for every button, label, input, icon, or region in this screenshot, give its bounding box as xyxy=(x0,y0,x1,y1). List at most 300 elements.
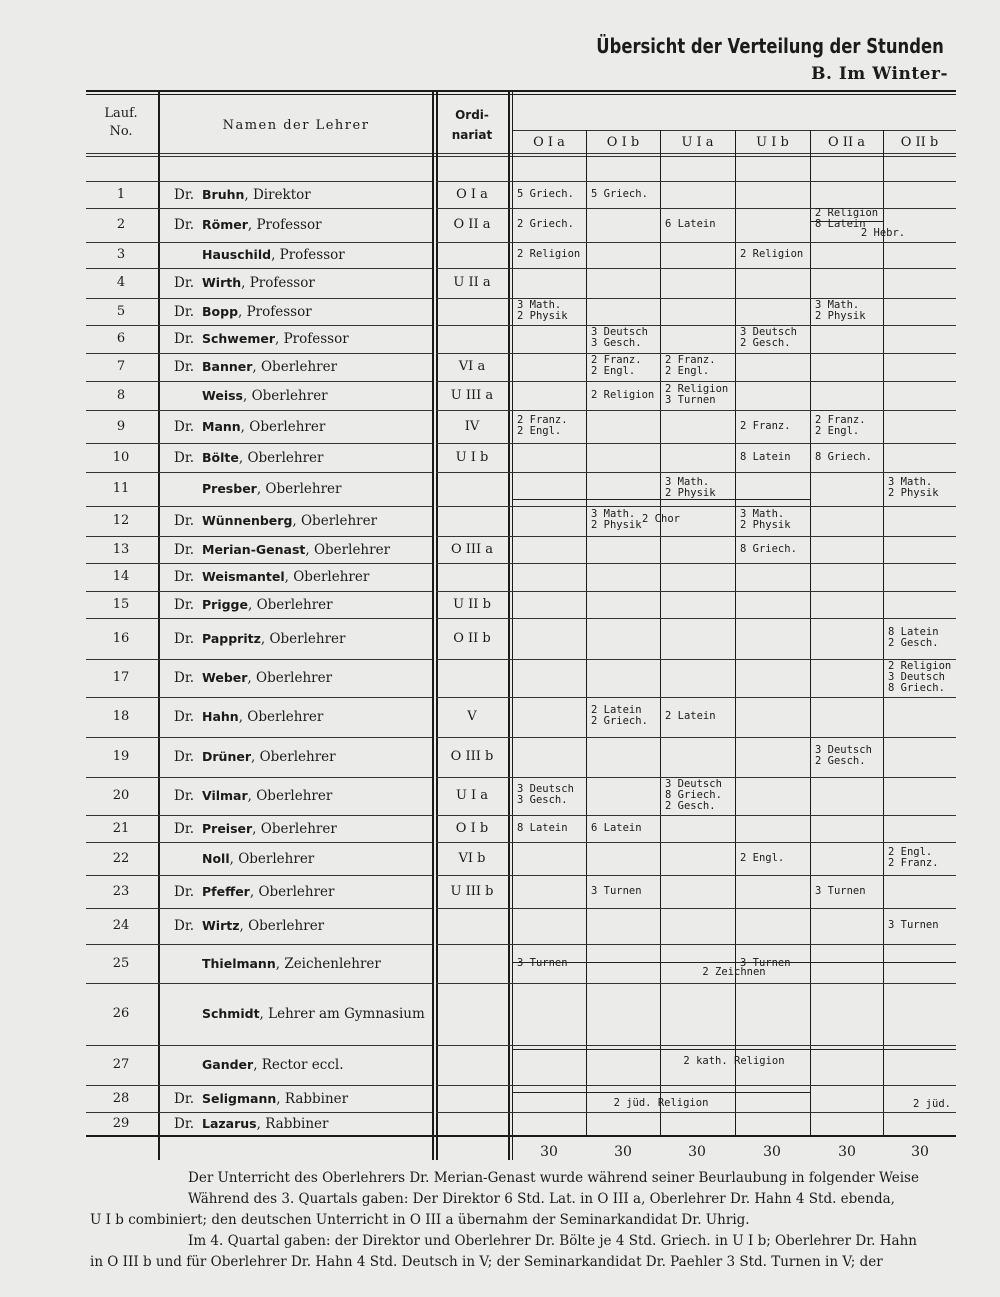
row-rule-13 xyxy=(86,536,432,537)
teacher-title: Dr. xyxy=(174,542,195,558)
teacher-role: , Oberlehrer xyxy=(238,709,324,725)
row-rule-1 xyxy=(86,181,432,182)
row-number: 5 xyxy=(116,304,126,319)
subject-cell: 3 Deutsch 3 Gesch. xyxy=(517,783,574,806)
row-number: 3 xyxy=(116,247,126,262)
subject-cell: 5 Griech. xyxy=(517,188,574,200)
subject-cell: 8 Griech. xyxy=(815,451,872,463)
teacher-title: Dr. xyxy=(174,709,195,725)
header-bottom-rule-2 xyxy=(86,156,956,157)
subject-cell: 8 Latein xyxy=(740,451,791,463)
ordinariat: V xyxy=(467,709,477,724)
subject-cell: 3 Deutsch 8 Griech. 2 Gesch. xyxy=(665,778,722,812)
teacher-role: , Oberlehrer xyxy=(250,749,336,765)
row-rule-17 xyxy=(86,659,432,660)
teacher-role: , Oberlehrer xyxy=(252,821,337,837)
row-number: 11 xyxy=(112,481,130,496)
header-class-5: O II b xyxy=(900,135,939,150)
teacher-title: Dr. xyxy=(174,884,195,900)
row-rule-23 xyxy=(86,875,432,876)
teacher-title: Dr. xyxy=(174,513,195,529)
row-rule-15 xyxy=(86,591,432,592)
teacher-name xyxy=(174,1057,344,1073)
subject-cell: 2 Religion xyxy=(517,248,581,260)
subject-cell: 2 Griech. xyxy=(517,218,574,230)
subject-cell: 2 Latein xyxy=(665,710,716,722)
row-rule-ord-16 xyxy=(436,618,956,619)
teacher-surname: Preiser xyxy=(202,821,253,836)
teacher-name xyxy=(174,884,335,900)
subject-cell: 2 Latein 2 Griech. xyxy=(591,704,648,727)
subject-cell: 2 Engl. xyxy=(740,852,785,864)
subject-cell: 3 Math. 2 Physik xyxy=(888,476,939,499)
row-rule-2 xyxy=(86,208,432,209)
column-total: 30 xyxy=(911,1144,929,1160)
teacher-role: , Oberlehrer xyxy=(247,670,333,686)
teacher-name xyxy=(174,918,324,934)
teacher-role: , Oberlehrer xyxy=(256,481,342,497)
top-rule-thin xyxy=(86,94,956,95)
teacher-role: , Oberlehrer xyxy=(238,450,324,466)
footnote-line-2: Während des 3. Quartals gaben: Der Direktor 6 Std. Lat. in O III a, Oberlehrer Dr. Hahn 4 Std. ebenda, xyxy=(188,1191,895,1207)
teacher-title: Dr. xyxy=(174,788,195,804)
teacher-role: , Oberlehrer xyxy=(252,359,338,375)
subject-cell: 3 Turnen xyxy=(591,885,642,897)
col-sep-lauf xyxy=(158,92,160,1160)
row-rule-14 xyxy=(86,563,432,564)
teacher-surname: Pfeffer xyxy=(202,884,250,899)
row-rule-ord-10 xyxy=(436,443,956,444)
span-wuennenberg-chor: 2 Chor xyxy=(642,513,680,525)
row-number: 18 xyxy=(112,709,130,724)
teacher-title: Dr. xyxy=(174,918,195,934)
ordinariat: U I a xyxy=(455,788,489,803)
ordinariat: O I b xyxy=(455,821,489,836)
col-sep-ord-b xyxy=(512,92,513,1160)
teacher-surname: Weiss xyxy=(202,388,243,403)
teacher-surname: Bopp xyxy=(202,304,239,319)
row-number: 21 xyxy=(112,821,130,836)
teacher-role: , Oberlehrer xyxy=(292,513,378,529)
top-rule-thick xyxy=(86,90,956,92)
row-rule-ord-6 xyxy=(436,325,956,326)
teacher-name xyxy=(174,1116,328,1132)
footnote-line-1: Der Unterricht des Oberlehrers Dr. Merian-Genast wurde während seiner Beurlaubung in folgender Weise xyxy=(188,1170,919,1186)
row-rule-ord-23 xyxy=(436,875,956,876)
row-rule-ord-24 xyxy=(436,908,956,909)
teacher-surname: Wirtz xyxy=(202,918,240,933)
teacher-title: Dr. xyxy=(174,419,195,435)
subject-cell: 3 Deutsch 2 Gesch. xyxy=(740,326,797,349)
teacher-title: Dr. xyxy=(174,749,195,765)
ordinariat: U III b xyxy=(450,884,494,899)
row-rule-24 xyxy=(86,908,432,909)
teacher-name xyxy=(174,481,341,497)
teacher-role: , Oberlehrer xyxy=(239,918,325,934)
row-rule-ord-15 xyxy=(436,591,956,592)
row-number: 19 xyxy=(112,749,130,764)
subject-cell: 3 Math. 2 Physik xyxy=(740,508,791,531)
teacher-role: , Professor xyxy=(238,304,312,320)
row-rule-11 xyxy=(86,472,432,473)
teacher-role: , Rabbiner xyxy=(276,1091,349,1107)
subject-cell: 3 Math. 2 Physik xyxy=(517,299,568,322)
column-total: 30 xyxy=(614,1144,632,1160)
subject-cell: 3 Math. 2 Physik xyxy=(591,508,642,531)
span-hauschild-hebr: 2 Hebr. xyxy=(860,227,906,239)
teacher-title: Dr. xyxy=(174,304,195,320)
teacher-name xyxy=(174,631,346,647)
subject-cell: 8 Latein 2 Gesch. xyxy=(888,626,939,649)
header-lauf: Lauf. xyxy=(104,106,138,121)
teacher-surname: Drüner xyxy=(202,749,251,764)
ordinariat: VI a xyxy=(458,359,486,374)
teacher-role: , Oberlehrer xyxy=(240,419,326,435)
teacher-surname: Wünnenberg xyxy=(202,513,293,528)
teacher-name xyxy=(174,450,324,466)
row-rule-8 xyxy=(86,381,432,382)
page-title: Übersicht der Verteilung der Stunden xyxy=(596,34,944,58)
teacher-surname: Bruhn xyxy=(202,187,245,202)
span-hauschild-religion-brace xyxy=(810,221,883,226)
row-rule-10 xyxy=(86,443,432,444)
span-gander-religion-brace xyxy=(512,1049,956,1054)
subject-cell: 2 Franz. 2 Engl. xyxy=(591,354,642,377)
row-rule-27 xyxy=(86,1045,432,1046)
teacher-surname: Bölte xyxy=(202,450,239,465)
subject-cell: 2 Franz. 2 Engl. xyxy=(517,414,568,437)
subject-cell: 2 Religion 3 Turnen xyxy=(665,383,729,406)
teacher-surname: Banner xyxy=(202,359,253,374)
footnote xyxy=(90,1168,956,1273)
row-rule-5 xyxy=(86,298,432,299)
ordinariat: VI b xyxy=(458,851,486,866)
ordinariat: U II b xyxy=(453,597,491,612)
row-rule-18 xyxy=(86,697,432,698)
teacher-surname: Seligmann xyxy=(202,1091,277,1106)
row-number: 16 xyxy=(112,631,130,646)
teacher-role: , Oberlehrer xyxy=(284,569,370,585)
col-sep-name xyxy=(432,92,434,1160)
teacher-surname: Prigge xyxy=(202,597,248,612)
teacher-role: , Professor xyxy=(271,247,345,263)
teacher-title: Dr. xyxy=(174,331,195,347)
teacher-name xyxy=(174,709,323,725)
row-number: 22 xyxy=(112,851,130,866)
row-rule-29 xyxy=(86,1112,432,1113)
row-rule-ord-28 xyxy=(436,1085,956,1086)
header-bottom-rule xyxy=(86,153,956,154)
row-number: 4 xyxy=(116,275,126,290)
span-seligmann-religion: 2 jüd. Religion xyxy=(613,1097,709,1109)
row-number: 23 xyxy=(112,884,130,899)
col-sep-name-b xyxy=(436,92,438,1160)
teacher-name xyxy=(174,821,337,837)
row-rule-ord-9 xyxy=(436,410,956,411)
teacher-name xyxy=(174,1006,425,1022)
teacher-name xyxy=(174,956,381,972)
col-sep-class-5 xyxy=(883,130,884,1136)
teacher-title: Dr. xyxy=(174,450,195,466)
teacher-surname: Weber xyxy=(202,670,248,685)
row-number: 20 xyxy=(112,788,130,803)
row-rule-ord-26 xyxy=(436,983,956,984)
teacher-surname: Römer xyxy=(202,217,248,232)
row-number: 7 xyxy=(116,359,126,374)
column-total: 30 xyxy=(540,1144,558,1160)
subject-cell: 2 Engl. 2 Franz. xyxy=(888,846,939,869)
subject-cell: 6 Latein xyxy=(591,822,642,834)
ordinariat: U I b xyxy=(455,450,489,465)
teacher-surname: Weismantel xyxy=(202,569,285,584)
col-sep-class-4 xyxy=(810,130,811,1136)
row-rule-ord-17 xyxy=(436,659,956,660)
subject-cell: 5 Griech. xyxy=(591,188,648,200)
teacher-surname: Schwemer xyxy=(202,331,276,346)
teacher-role: , Oberlehrer xyxy=(247,597,333,613)
subject-cell: 3 Turnen xyxy=(740,957,791,969)
teacher-role: , Oberlehrer xyxy=(247,788,333,804)
teacher-name xyxy=(174,388,328,404)
teacher-title: Dr. xyxy=(174,631,195,647)
row-rule-22 xyxy=(86,842,432,843)
header-class-1: O I b xyxy=(606,135,640,150)
teacher-title: Dr. xyxy=(174,275,195,291)
row-rule-ord-3 xyxy=(436,242,956,243)
teacher-role: , Rector eccl. xyxy=(253,1057,344,1073)
ordinariat: O I a xyxy=(456,187,488,202)
header-namen: Namen der Lehrer xyxy=(222,118,370,133)
subject-cell: 2 Religion xyxy=(740,248,804,260)
row-number: 13 xyxy=(112,542,130,557)
subject-cell: 3 Turnen xyxy=(815,885,866,897)
subject-cell: 2 Religion xyxy=(591,389,655,401)
teacher-name xyxy=(174,304,312,320)
teacher-role: , Zeichenlehrer xyxy=(275,956,381,972)
row-rule-ord-19 xyxy=(436,737,956,738)
col-sep-ord xyxy=(508,92,510,1160)
teacher-name xyxy=(174,670,332,686)
teacher-title: Dr. xyxy=(174,1091,195,1107)
teacher-name xyxy=(174,569,369,585)
row-number: 12 xyxy=(112,513,130,528)
teacher-role: , Direktor xyxy=(244,187,311,203)
header-class-2: U I a xyxy=(681,135,714,150)
row-rule-ord-5 xyxy=(436,298,956,299)
row-number: 2 xyxy=(116,217,126,232)
teacher-surname: Noll xyxy=(202,851,230,866)
row-rule-ord-4 xyxy=(436,268,956,269)
table-bottom-rule xyxy=(86,1135,956,1137)
ordinariat: U II a xyxy=(453,275,491,290)
teacher-role: , Lehrer am Gymnasium xyxy=(259,1006,425,1022)
footnote-line-5: in O III b und für Oberlehrer Dr. Hahn 4 Std. Deutsch in V; der Seminarkandidat Dr. Paehler 3 Std. Turnen in V; der xyxy=(90,1254,883,1270)
col-sep-class-2 xyxy=(660,130,661,1136)
teacher-name xyxy=(174,419,325,435)
teacher-name xyxy=(174,1091,348,1107)
teacher-role: , Oberlehrer xyxy=(305,542,391,558)
subject-cell: 8 Latein xyxy=(517,822,568,834)
row-rule-ord-8 xyxy=(436,381,956,382)
row-number: 15 xyxy=(112,597,130,612)
span-gander-religion: 2 kath. Religion xyxy=(683,1055,785,1067)
ordinariat: U III a xyxy=(450,388,494,403)
row-rule-ord-22 xyxy=(436,842,956,843)
span-seligmann-religion-2: 2 jüd. xyxy=(913,1098,951,1110)
row-rule-ord-25 xyxy=(436,944,956,945)
teacher-role: , Professor xyxy=(247,217,322,233)
teacher-role: , Professor xyxy=(241,275,315,291)
class-header-rule xyxy=(512,130,956,131)
teacher-title: Dr. xyxy=(174,217,195,233)
span-wuennenberg-chor-brace xyxy=(512,499,810,504)
ordinariat: IV xyxy=(464,419,480,434)
subject-cell: 2 Religion 3 Deutsch 8 Griech. xyxy=(888,660,952,694)
subject-cell: 2 Franz. 2 Engl. xyxy=(665,354,716,377)
row-number: 24 xyxy=(112,918,130,933)
row-rule-28 xyxy=(86,1085,432,1086)
subject-cell: 8 Griech. xyxy=(740,543,797,555)
teacher-surname: Schmidt xyxy=(202,1006,260,1021)
col-sep-class-1 xyxy=(586,130,587,1136)
row-rule-26 xyxy=(86,983,432,984)
subject-cell: 2 Franz. xyxy=(740,420,791,432)
teacher-surname: Hauschild xyxy=(202,247,272,262)
header-nariat: nariat xyxy=(451,128,493,142)
teacher-role: , Oberlehrer xyxy=(243,388,328,404)
teacher-title: Dr. xyxy=(174,1116,195,1132)
row-rule-ord-1 xyxy=(436,181,956,182)
subject-cell: 3 Deutsch 3 Gesch. xyxy=(591,326,648,349)
teacher-surname: Merian-Genast xyxy=(202,542,306,557)
teacher-surname: Mann xyxy=(202,419,241,434)
row-rule-16 xyxy=(86,618,432,619)
col-sep-class-3 xyxy=(735,130,736,1136)
teacher-name xyxy=(174,788,332,804)
subject-cell: 3 Math. 2 Physik xyxy=(665,476,716,499)
row-rule-12 xyxy=(86,506,432,507)
row-rule-3 xyxy=(86,242,432,243)
row-rule-ord-18 xyxy=(436,697,956,698)
teacher-title: Dr. xyxy=(174,597,195,613)
row-number: 6 xyxy=(116,331,126,346)
column-total: 30 xyxy=(838,1144,856,1160)
row-rule-4 xyxy=(86,268,432,269)
teacher-name xyxy=(174,749,336,765)
ordinariat: O III a xyxy=(450,542,494,557)
header-ordi: Ordi- xyxy=(455,108,489,122)
teacher-surname: Hahn xyxy=(202,709,239,724)
subject-cell: 8 Latein xyxy=(815,218,866,230)
span-thielmann-zeichnen: 2 Zeichnen xyxy=(702,966,766,978)
teacher-role: , Oberlehrer xyxy=(260,631,346,647)
row-number: 27 xyxy=(112,1057,130,1072)
teacher-surname: Presber xyxy=(202,481,257,496)
column-total: 30 xyxy=(763,1144,781,1160)
teacher-name xyxy=(174,217,322,233)
span-hauschild-religion: 2 Religion xyxy=(814,207,879,219)
row-number: 8 xyxy=(116,388,126,403)
teacher-surname: Wirth xyxy=(202,275,242,290)
subject-cell: 6 Latein xyxy=(665,218,716,230)
teacher-role: , Professor xyxy=(275,331,349,347)
teacher-name xyxy=(174,275,315,291)
header-class-4: O II a xyxy=(828,135,865,150)
header-no: No. xyxy=(109,124,133,139)
subject-cell: 3 Math. 2 Physik xyxy=(815,299,866,322)
row-rule-19 xyxy=(86,737,432,738)
row-rule-7 xyxy=(86,353,432,354)
row-number: 14 xyxy=(112,569,130,584)
row-rule-25 xyxy=(86,944,432,945)
teacher-role: , Oberlehrer xyxy=(249,884,335,900)
row-rule-ord-13 xyxy=(436,536,956,537)
teacher-title: Dr. xyxy=(174,821,195,837)
row-number: 1 xyxy=(116,187,126,202)
teacher-name xyxy=(174,187,311,203)
subject-cell: 2 Franz. 2 Engl. xyxy=(815,414,866,437)
teacher-name xyxy=(174,331,349,347)
teacher-name xyxy=(174,247,345,263)
subject-cell: 3 Turnen xyxy=(888,919,939,931)
teacher-surname: Pappritz xyxy=(202,631,261,646)
teacher-role: , Oberlehrer xyxy=(229,851,315,867)
teacher-name xyxy=(174,851,314,867)
row-number: 17 xyxy=(112,670,130,685)
teacher-title: Dr. xyxy=(174,187,195,203)
teacher-title: Dr. xyxy=(174,670,195,686)
teacher-surname: Vilmar xyxy=(202,788,248,803)
row-rule-ord-12 xyxy=(436,506,956,507)
header-class-3: U I b xyxy=(756,135,789,150)
row-rule-21 xyxy=(86,815,432,816)
row-rule-ord-14 xyxy=(436,563,956,564)
row-rule-ord-21 xyxy=(436,815,956,816)
row-number: 28 xyxy=(112,1091,130,1106)
teacher-title: Dr. xyxy=(174,359,195,375)
row-number: 26 xyxy=(112,1006,130,1021)
teacher-name xyxy=(174,542,390,558)
row-rule-20 xyxy=(86,777,432,778)
page-subtitle: B. Im Winter- xyxy=(811,64,948,84)
row-number: 10 xyxy=(112,450,130,465)
column-total: 30 xyxy=(688,1144,706,1160)
subject-cell: 3 Turnen xyxy=(517,957,568,969)
footnote-line-3: U I b combiniert; den deutschen Unterricht in O III a übernahm der Seminarkandidat Dr. Uhrig. xyxy=(90,1212,750,1228)
row-number: 29 xyxy=(112,1116,130,1131)
teacher-surname: Gander xyxy=(202,1057,254,1072)
row-number: 25 xyxy=(112,956,130,971)
teacher-role: , Rabbiner xyxy=(256,1116,329,1132)
row-rule-ord-29 xyxy=(436,1112,956,1113)
teacher-surname: Lazarus xyxy=(202,1116,257,1131)
teacher-name xyxy=(174,359,337,375)
teacher-surname: Thielmann xyxy=(202,956,276,971)
ordinariat: O II a xyxy=(453,217,491,232)
teacher-name xyxy=(174,513,377,529)
ordinariat: O II b xyxy=(453,631,491,646)
footnote-line-4: Im 4. Quartal gaben: der Direktor und Oberlehrer Dr. Bölte je 4 Std. Griech. in U I b; Oberlehrer Dr. Hahn xyxy=(188,1233,917,1249)
row-rule-ord-11 xyxy=(436,472,956,473)
row-rule-9 xyxy=(86,410,432,411)
header-class-0: O I a xyxy=(533,135,565,150)
ordinariat: O III b xyxy=(450,749,494,764)
teacher-title: Dr. xyxy=(174,569,195,585)
teacher-name xyxy=(174,597,333,613)
row-rule-ord-27 xyxy=(436,1045,956,1046)
row-number: 9 xyxy=(116,419,126,434)
subject-cell: 3 Deutsch 2 Gesch. xyxy=(815,744,872,767)
